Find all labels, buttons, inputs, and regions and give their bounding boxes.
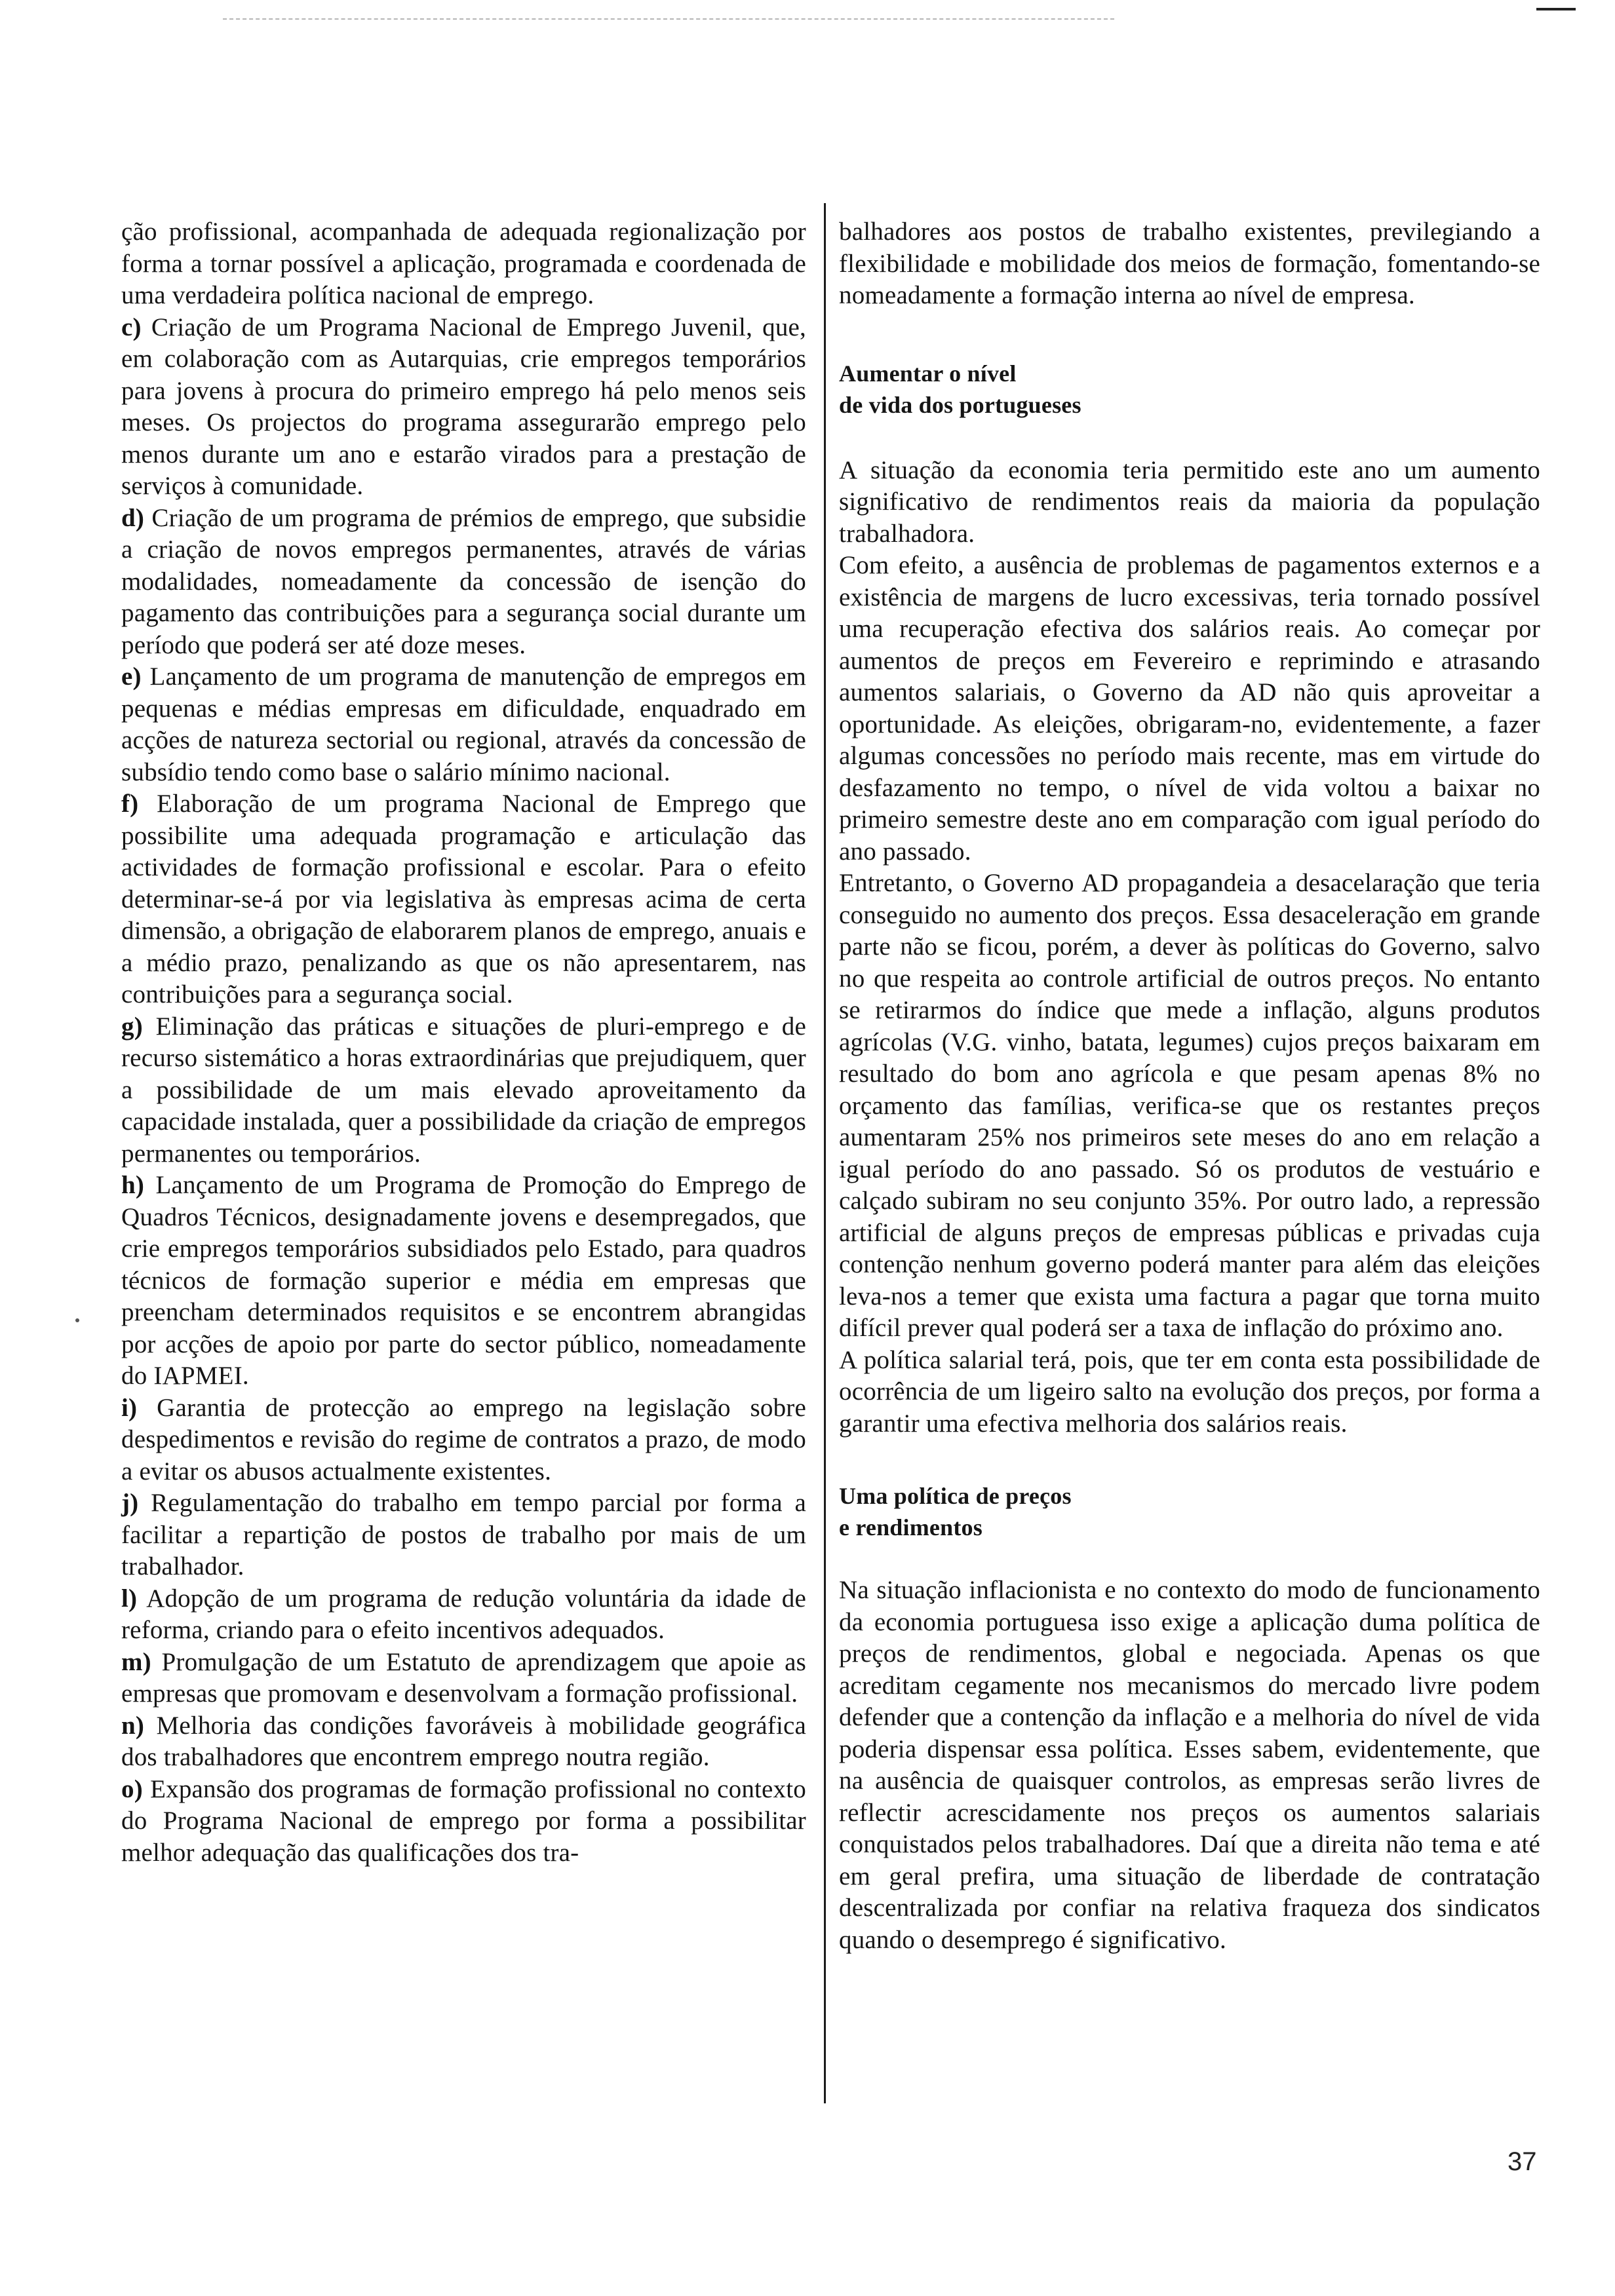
paragraph: Entretanto, o Governo AD propagandeia a desacelaração que teria conseguido no aumento dos preços. Essa desaceleração em grande parte não se ficou, porém, a dever às políticas do Governo, salvo no que respeita ao controle artificial de outros preços. No entanto se retirarmos do índice que mede a inflação, alguns produtos agrícolas (V.G. vinho, batata, legumes) cujos preços baixaram em resultado do bom ano agrícola e que pesam apenas 8% no orçamento das famílias, verifica-se que os restantes preços aumentaram 25% nos primeiros sete meses do ano em relação a igual período do ano passado. Só os produtos de vestuário e calçado subiram no seu conjunto 35%. Por outro lado, a repressão artificial de alguns preços de empresas públicas e privadas cuja contenção nenhum governo poderá manter para além das eleições leva-nos a temer que exista uma factura a pagar que torna muito difícil prever qual poderá ser a taxa de inflação do próximo ano. — [839, 869, 1540, 1342]
item-letter: d) — [121, 503, 145, 532]
paragraph: A situação da economia teria permitido este ano um aumento significativo de rendimentos reais da maioria da população trabalhadora. — [839, 455, 1540, 548]
corner-mark — [1536, 8, 1576, 10]
paragraph-text: Lançamento de um Programa de Promoção do Emprego de Quadros Técnicos, designadamente jovens e desempregados, que crie empregos temporários subsidiados pelo Estado, para quadros técnicos de formação superior e média em empresas que preencham determinados requisitos e se encontrem abrangidas por acções de apoio por parte do sector público, nomeadamente do IAPMEI. — [121, 1171, 806, 1390]
paragraph-text: Melhoria das condições favoráveis à mobilidade geográfica dos trabalhadores que encontrem emprego noutra região. — [121, 1711, 807, 1771]
item-letter: o) — [121, 1774, 143, 1803]
list-item-j — [121, 1487, 806, 1583]
right-column — [839, 216, 1540, 1956]
paragraph-text: Promulgação de um Estatuto de aprendizagem que apoie as empresas que promovam e desenvolvam a formação profissional. — [121, 1647, 806, 1708]
list-item-f — [121, 788, 806, 1011]
paragraph-text: Eliminação das práticas e situações de pluri-emprego e de recurso sistemático a horas extraordinárias que prejudiquem, quer a possibilidade de um mais elevado aproveitamento da capacidade instalada, quer a possibilidade da criação de empregos permanentes ou temporários. — [121, 1012, 806, 1168]
paragraph-text: Adopção de um programa de redução voluntária da idade de reforma, criando para o efeito incentivos adequados. — [121, 1584, 806, 1644]
paragraph-text: Lançamento de um programa de manutenção de empregos em pequenas e médias empresas em dificuldade, enquadrado em acções de natureza sectorial ou regional, através da concessão de subsídio tendo como base o salário mínimo nacional. — [121, 662, 807, 786]
list-item-l — [121, 1583, 806, 1647]
list-item-o — [121, 1774, 806, 1869]
paragraph: Com efeito, a ausência de problemas de pagamentos externos e a existência de margens de lucro excessivas, teria tornado possível uma recuperação efectiva dos salários reais. Ao começar por aumentos de preços em Fevereiro e reprimindo e atrasando aumentos salariais, o Governo da AD não quis aproveitar a oportunidade. As eleições, obrigaram-no, evidentemente, a fazer algumas concessões no período mais recente, mas em virtude do desfazamento no tempo, o nível de vida voltou a baixar no primeiro semestre deste ano em comparação com igual período do ano passado. — [839, 551, 1540, 866]
column-divider — [824, 203, 826, 2103]
heading-line: Aumentar o nível — [839, 360, 1017, 387]
item-letter: f) — [121, 790, 139, 818]
item-letter: g) — [121, 1012, 143, 1041]
item-letter: l) — [121, 1584, 138, 1613]
list-item-c — [121, 312, 806, 503]
left-column — [121, 216, 806, 1869]
paragraph: A política salarial terá, pois, que ter em conta esta possibilidade de ocorrência de um ligeiro salto na evolução dos preços, por forma a garantir uma efectiva melhoria dos salários reais. — [839, 1345, 1540, 1438]
paragraph-text: Elaboração de um programa Nacional de Emprego que possibilite uma adequada programação e articulação das actividades de formação profissional e escolar. Para o efeito determinar-se-á por via legislativa às empresas acima de certa dimensão, a obrigação de elaborarem planos de emprego, anuais e a médio prazo, penalizando as que os não apresentarem, nas contribuições para a segurança social. — [121, 790, 807, 1008]
paragraph: Na situação inflacionista e no contexto do modo de funcionamento da economia portuguesa isso exige a aplicação duma política de preços de rendimentos, global e negociada. Apenas os que acreditam cegamente nos mecanismos do mercado livre podem defender que a contenção da inflação e a melhoria do nível de vida poderia dispensar essa política. Esses sabem, evidentemente, que na ausência de quaisquer controlos, as empresas serão livres de reflectir acrescidamente nos preços os aumentos salariais conquistados pelos trabalhadores. Daí que a direita não tema e até em geral prefira, uma situação de liberdade de contratação descentralizada por confiar na relativa fraqueza dos sindicatos quando o desemprego é significativo. — [839, 1576, 1540, 1954]
section-heading-nivel-de-vida — [839, 358, 1540, 421]
paragraph-text: Criação de um programa de prémios de emprego, que subsidie a criação de novos empregos permanentes, através de várias modalidades, nomeadamente da concessão de isenção do pagamento das contribuições para a segurança social durante um período que poderá ser até doze meses. — [121, 503, 807, 659]
list-item-d — [121, 503, 806, 662]
paragraph-text: Expansão dos programas de formação profissional no contexto do Programa Nacional de emprego por forma a possibilitar melhor adequação das qualificações dos tra- — [121, 1774, 806, 1867]
paragraph-text: Criação de um Programa Nacional de Emprego Juvenil, que, em colaboração com as Autarquias, crie empregos temporários para jovens à procura do primeiro emprego há pelo menos seis meses. Os projectos do programa assegurarão emprego pelo menos durante um ano e estarão virados para a prestação de serviços à comunidade. — [121, 313, 807, 500]
scan-speck — [75, 1318, 79, 1322]
item-letter: c) — [121, 313, 142, 341]
paragraph-text: Garantia de protecção ao emprego na legislação sobre despedimentos e revisão do regime de contratos a prazo, de modo a evitar os abusos actualmente existentes. — [121, 1393, 806, 1485]
paragraph-continuation — [121, 216, 806, 312]
list-item-g — [121, 1011, 806, 1170]
paragraph-text: Regulamentação do trabalho em tempo parcial por forma a facilitar a repartição de postos de trabalho por mais de um trabalhador. — [121, 1489, 807, 1580]
top-rule — [223, 18, 1114, 20]
list-item-e — [121, 661, 806, 788]
item-letter: e) — [121, 662, 142, 691]
list-item-m — [121, 1647, 806, 1710]
item-letter: j) — [121, 1489, 139, 1517]
page-number: 37 — [1508, 2147, 1537, 2176]
item-letter: h) — [121, 1171, 145, 1199]
heading-line: de vida dos portugueses — [839, 391, 1081, 418]
list-item-n — [121, 1710, 806, 1774]
heading-line: e rendimentos — [839, 1514, 983, 1540]
heading-line: Uma política de preços — [839, 1483, 1072, 1509]
item-letter: i) — [121, 1393, 138, 1422]
list-item-i — [121, 1392, 806, 1488]
section-heading-politica-precos — [839, 1480, 1540, 1543]
item-letter: m) — [121, 1647, 151, 1676]
item-letter: n) — [121, 1711, 145, 1740]
paragraph-continuation: balhadores aos postos de trabalho existentes, previlegiando a flexibilidade e mobilidade dos meios de formação, fomentando-se nomeadamente a formação interna ao nível de empresa. — [839, 218, 1540, 309]
list-item-h — [121, 1170, 806, 1392]
paragraph-text: ção profissional, acompanhada de adequada regionalização por forma a tornar possível a aplicação, programada e coordenada de uma verdadeira política nacional de emprego. — [121, 218, 806, 309]
